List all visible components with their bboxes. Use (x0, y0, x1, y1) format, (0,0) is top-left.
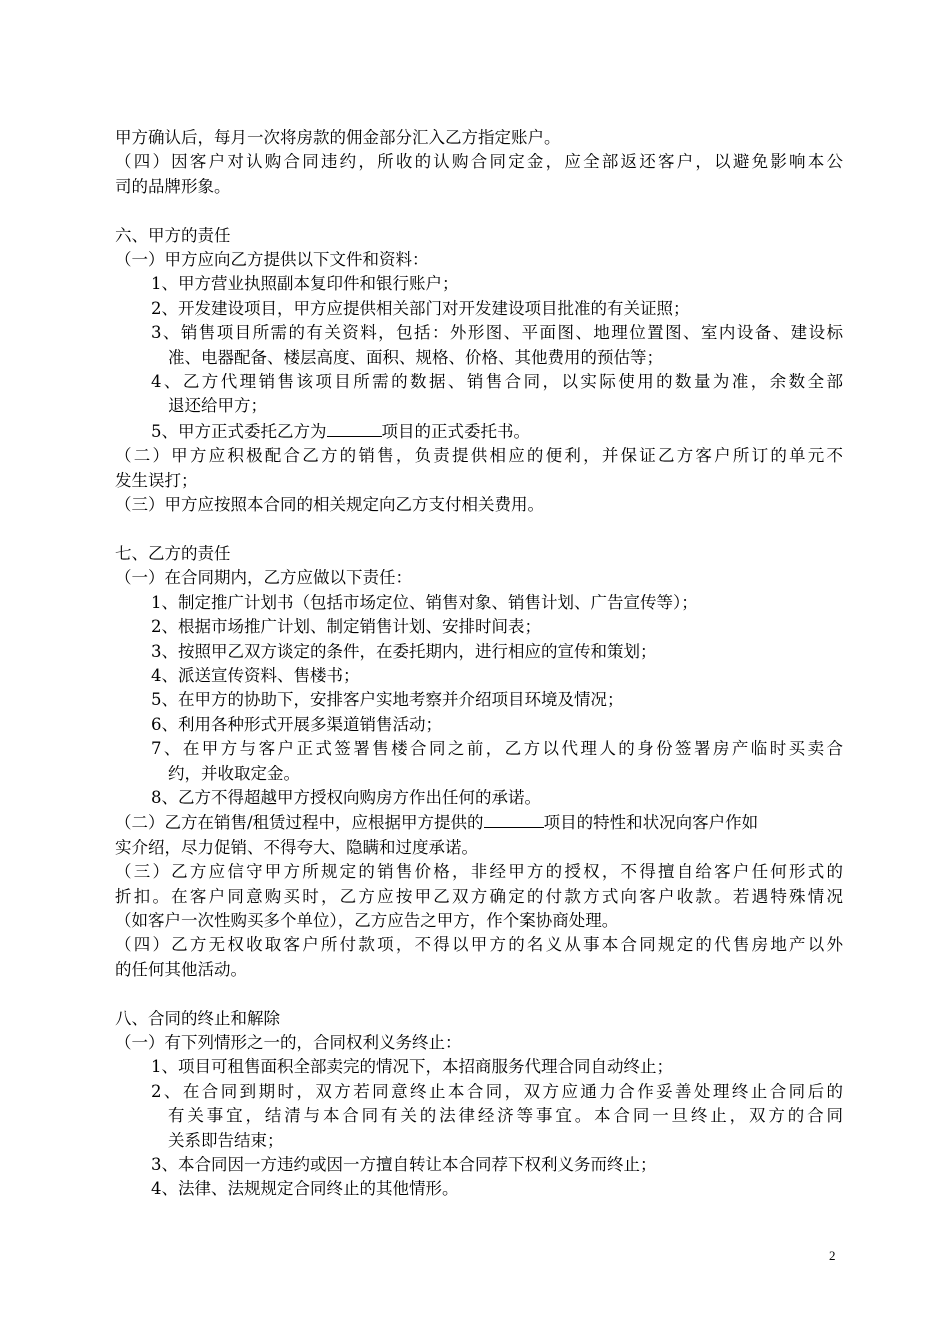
list-item: 3、销售项目所需的有关资料，包括：外形图、平面图、地理位置图、室内设备、建设标 (151, 323, 843, 343)
list-item: 1、项目可租售面积全部卖完的情况下，本招商服务代理合同自动终止； (151, 1057, 673, 1077)
list-item-text: 5、甲方正式委托乙方为 (151, 421, 327, 441)
subsection-text: （二）乙方在销售/租赁过程中，应根据甲方提供的 (115, 813, 484, 833)
section-heading: 八、合同的终止和解除 (115, 1008, 280, 1028)
paragraph-line: （四）因客户对认购合同违约，所收的认购合同定金，应全部返还客户，以避免影响本公 (115, 152, 843, 172)
list-item: 6、利用各种形式开展多渠道销售活动； (151, 714, 442, 734)
list-item: 1、甲方营业执照副本复印件和银行账户； (151, 274, 459, 294)
subsection-line (115, 810, 843, 835)
list-item: 4、法律、法规规定合同终止的其他情形。 (151, 1179, 459, 1199)
list-item: 7、在甲方与客户正式签署售楼合同之前，乙方以代理人的身份签署房产临时买卖合 (151, 739, 843, 759)
section-heading: 六、甲方的责任 (115, 225, 231, 245)
subsection-line: （三）乙方应信守甲方所规定的销售价格，非经甲方的授权，不得擅自给客户任何形式的 (115, 862, 843, 882)
paragraph-line: 甲方确认后，每月一次将房款的佣金部分汇入乙方指定账户。 (115, 128, 561, 147)
subsection-line: （一）有下列情形之一的，合同权利义务终止： (115, 1032, 462, 1052)
subsection-line: 实介绍，尽力促销、不得夸大、隐瞒和过度承诺。 (115, 837, 478, 857)
section-heading: 七、乙方的责任 (115, 543, 231, 563)
list-item: 2、根据市场推广计划、制定销售计划、安排时间表； (151, 617, 541, 637)
fill-in-blank[interactable] (484, 810, 544, 828)
blank-line (115, 199, 843, 223)
list-item: 1、制定推广计划书（包括市场定位、销售对象、销售计划、广告宣传等）； (151, 592, 698, 612)
paragraph-line: 司的品牌形象。 (115, 176, 231, 196)
list-item: 8、乙方不得超越甲方授权向购房方作出任何的承诺。 (151, 787, 541, 807)
subsection-line: （一）甲方应向乙方提供以下文件和资料： (115, 250, 429, 270)
subsection-line: （一）在合同期内，乙方应做以下责任： (115, 568, 412, 588)
list-item-continuation: 退还给甲方； (168, 396, 267, 416)
list-item-continuation: 约，并收取定金。 (168, 763, 300, 783)
subsection-line: 折扣。在客户同意购买时，乙方应按甲乙双方确定的付款方式向客户收款。若遇特殊情况 (115, 886, 843, 906)
subsection-line: （如客户一次性购买多个单位），乙方应告之甲方，作个案协商处理。 (115, 910, 619, 930)
document-page (115, 126, 843, 1202)
list-item-continuation: 准、电器配备、楼层高度、面积、规格、价格、其他费用的预估等； (168, 347, 663, 367)
subsection-line: （二）甲方应积极配合乙方的销售，负责提供相应的便利，并保证乙方客户所订的单元不 (115, 446, 843, 466)
list-item: 4、派送宣传资料、售楼书； (151, 665, 360, 685)
blank-line (115, 982, 843, 1006)
blank-line (115, 517, 843, 541)
list-item-continuation: 有关事宜，结清与本合同有关的法律经济等事宜。本合同一旦终止，双方的合同 (168, 1106, 843, 1126)
list-item: 3、本合同因一方违约或因一方擅自转让本合同荐下权利义务而终止； (151, 1155, 657, 1175)
list-item-continuation: 关系即告结束； (168, 1130, 284, 1150)
list-item: 3、按照甲乙双方谈定的条件，在委托期内，进行相应的宣传和策划； (151, 641, 657, 661)
list-item-text: 项目的正式委托书。 (381, 421, 530, 441)
subsection-text: 项目的特性和状况向客户作如 (543, 813, 759, 833)
list-item (115, 419, 843, 444)
list-item: 2、开发建设项目，甲方应提供相关部门对开发建设项目批准的有关证照； (151, 298, 690, 318)
list-item: 2、在合同到期时，双方若同意终止本合同，双方应通力合作妥善处理终止合同后的 (151, 1081, 843, 1101)
subsection-line: （三）甲方应按照本合同的相关规定向乙方支付相关费用。 (115, 495, 544, 515)
subsection-line: 的任何其他活动。 (115, 959, 247, 979)
page-number: 2 (829, 1248, 836, 1263)
fill-in-blank[interactable] (327, 419, 382, 437)
subsection-line: （四）乙方无权收取客户所付款项，不得以甲方的名义从事本合同规定的代售房地产以外 (115, 935, 843, 955)
list-item: 5、在甲方的协助下，安排客户实地考察并介绍项目环境及情况； (151, 690, 624, 710)
list-item: 4、乙方代理销售该项目所需的数据、销售合同，以实际使用的数量为准，余数全部 (151, 372, 843, 392)
subsection-line: 发生误打； (115, 470, 198, 490)
